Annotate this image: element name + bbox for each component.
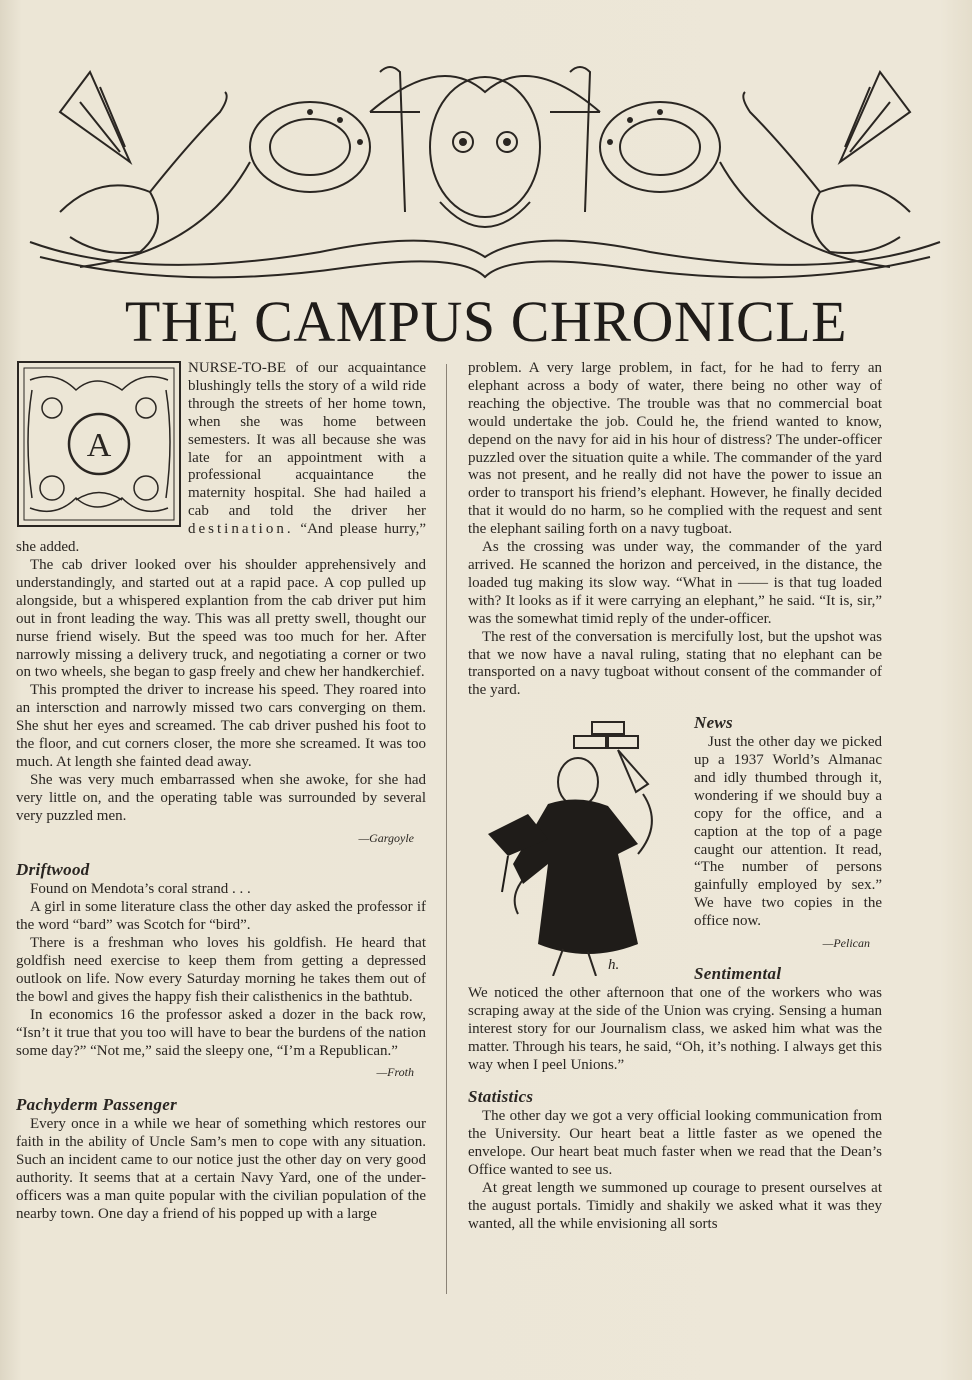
statistics-paragraph-2: At great length we summoned up courage to present ourselves at the august portals. Timidly and shakily we asked what it was they wanted, all the while envisioning all sorts [468, 1179, 882, 1232]
drop-cap-letter: A [86, 427, 112, 464]
pachyderm-paragraph-3: As the crossing was under way, the commander of the yard arrived. He scanned the horizon and perceived, in the distance, the loaded tug making its slow way. “What in —— is that tug loaded with? It looks as if it were carrying an elephant,” he said. “It is, sir,” was the somewhat timid reply of the under-officer. [468, 539, 882, 627]
artist-signature: h. [608, 957, 620, 974]
source-credit-pelican: —Pelican [822, 936, 870, 951]
story-nurse-paragraph-1: NURSE-TO-BE of our acquaintance blushingly tells the story of a wild ride through the streets of her home town, when she was home between semesters. It was all because she was late for an appointment with a professional acquaintance the maternity hospital. She had hailed a cab and told the driver her [188, 360, 426, 520]
column-divider [446, 364, 447, 1294]
source-credit-gargoyle: —Gargoyle [358, 830, 414, 845]
news-paragraph: Just the other day we picked up a 1937 World’s Almanac and idly thumbed through it, wondering if we should buy a copy for the office, and a caption at the top of a page caught our attention. It read, “The number of persons gainfully employed by sex.” We have two copies in the office now. [694, 734, 882, 930]
story-nurse-paragraph-1-end: “And please hurry,” she added. [16, 521, 426, 556]
source-credit-froth: —Froth [376, 1065, 414, 1080]
masthead-title: THE CAMPUS CHRONICLE [124, 289, 848, 354]
heading-statistics: Statistics [468, 1087, 534, 1107]
heading-pachyderm-passenger: Pachyderm Passenger [16, 1095, 178, 1115]
driftwood-paragraph-3: There is a freshman who loves his goldfish. He heard that goldfish need exercise to keep them from getting a depressed outlook on life. Now every Saturday morning he takes them out of the bowl and gives the happy fish their calisthenics in the bathtub. [16, 935, 426, 1005]
decorative-banner-illustration [20, 52, 950, 290]
heading-driftwood: Driftwood [16, 860, 90, 880]
left-column [16, 360, 426, 1224]
heading-news: News [694, 713, 733, 733]
ornamental-drop-cap [16, 360, 182, 528]
story-nurse-paragraph-2: The cab driver looked over his shoulder apprehensively and understandingly, and started out at a rapid pace. A cop pulled up alongside, but a whispered explantion from the cab driver put him out in front leading the way. This was all pretty swell, thought our nurse friend wisely. But the speed was too much for her. After narrowly missing a delivery truck, and negotiating a corner or two on two wheels, she began to gasp freely and chew her handkerchief. [16, 556, 426, 681]
driftwood-paragraph-2: A girl in some literature class the other day asked the professor if the word “bard” was Scotch for “bird”. [16, 899, 426, 934]
sentimental-paragraph: We noticed the other afternoon that one of the workers who was scraping away at the side of the Union was crying. Sensing a human interest story for our Journalism class, we asked him what was the matter. Through his tears, he said, “Oh, it’s nothing. I always get this way when I peel Unions.” [468, 984, 882, 1073]
pachyderm-paragraph-4: The rest of the conversation is mercifully lost, but the upshot was that we now have a naval ruling, stating that no elephant can be transported on a navy tugboat without consent of the commander of the yard. [468, 628, 882, 699]
statistics-paragraph-1: The other day we got a very official looking communication from the University. Our heart beat a little faster as we opened the envelope. Our heart beat much faster when we read that the Dean’s Office wanted to see us. [468, 1108, 882, 1179]
spaced-word-destination: destination. [188, 521, 294, 538]
story-nurse-paragraph-4: She was very much embarrassed when she awoke, for she had very little on, and the operating table was surrounded by several very puzzled men. [16, 771, 426, 824]
right-column [468, 360, 882, 1234]
story-nurse-paragraph-3: This prompted the driver to increase his speed. They roared into an intersction and narrowly missed two cars converging on them. She shut her eyes and screamed. The cab driver pushed his foot to the floor, and cut corners closer, the more she screamed. It was too much. At length she fainted dead away. [16, 682, 426, 770]
pachyderm-paragraph-2: problem. A very large problem, in fact, for he had to ferry an elephant across a body of water, there being no other way of reaching the objective. The trouble was that no commercial boat would undertake the job. Could he, the friend wanted to know, depend on the navy for aid in his hour of distress? The under-officer puzzled over the situation quite a while. The commander of the yard was not present, and he really did not have the power to issue an order to transport his friend’s elephant. However, he finally decided that it would do no harm, so he complied with the request and sent the elephant sailing forth on a navy tugboat. [468, 360, 882, 538]
graduate-with-almanac-illustration [468, 714, 690, 976]
pachyderm-paragraph-1: Every once in a while we hear of something which restores our faith in the ability of Uncle Sam’s men to cope with any situation. Such an incident came to our notice just the other day on very good authority. It seems that at a certain Navy Yard, one of the under-officers was a man quite popular with the civilian population of the nearby town. One day a friend of his popped up with a large [16, 1116, 426, 1222]
driftwood-paragraph-1: Found on Mendota’s coral strand . . . [30, 881, 251, 898]
driftwood-paragraph-4: In economics 16 the professor asked a dozer in the back row, “Isn’t it true that you too will have to bear the burdens of the nation some day?” “Not me,” said the sleepy one, “I’m a Republican.” [16, 1006, 426, 1059]
heading-sentimental: Sentimental [694, 964, 782, 983]
